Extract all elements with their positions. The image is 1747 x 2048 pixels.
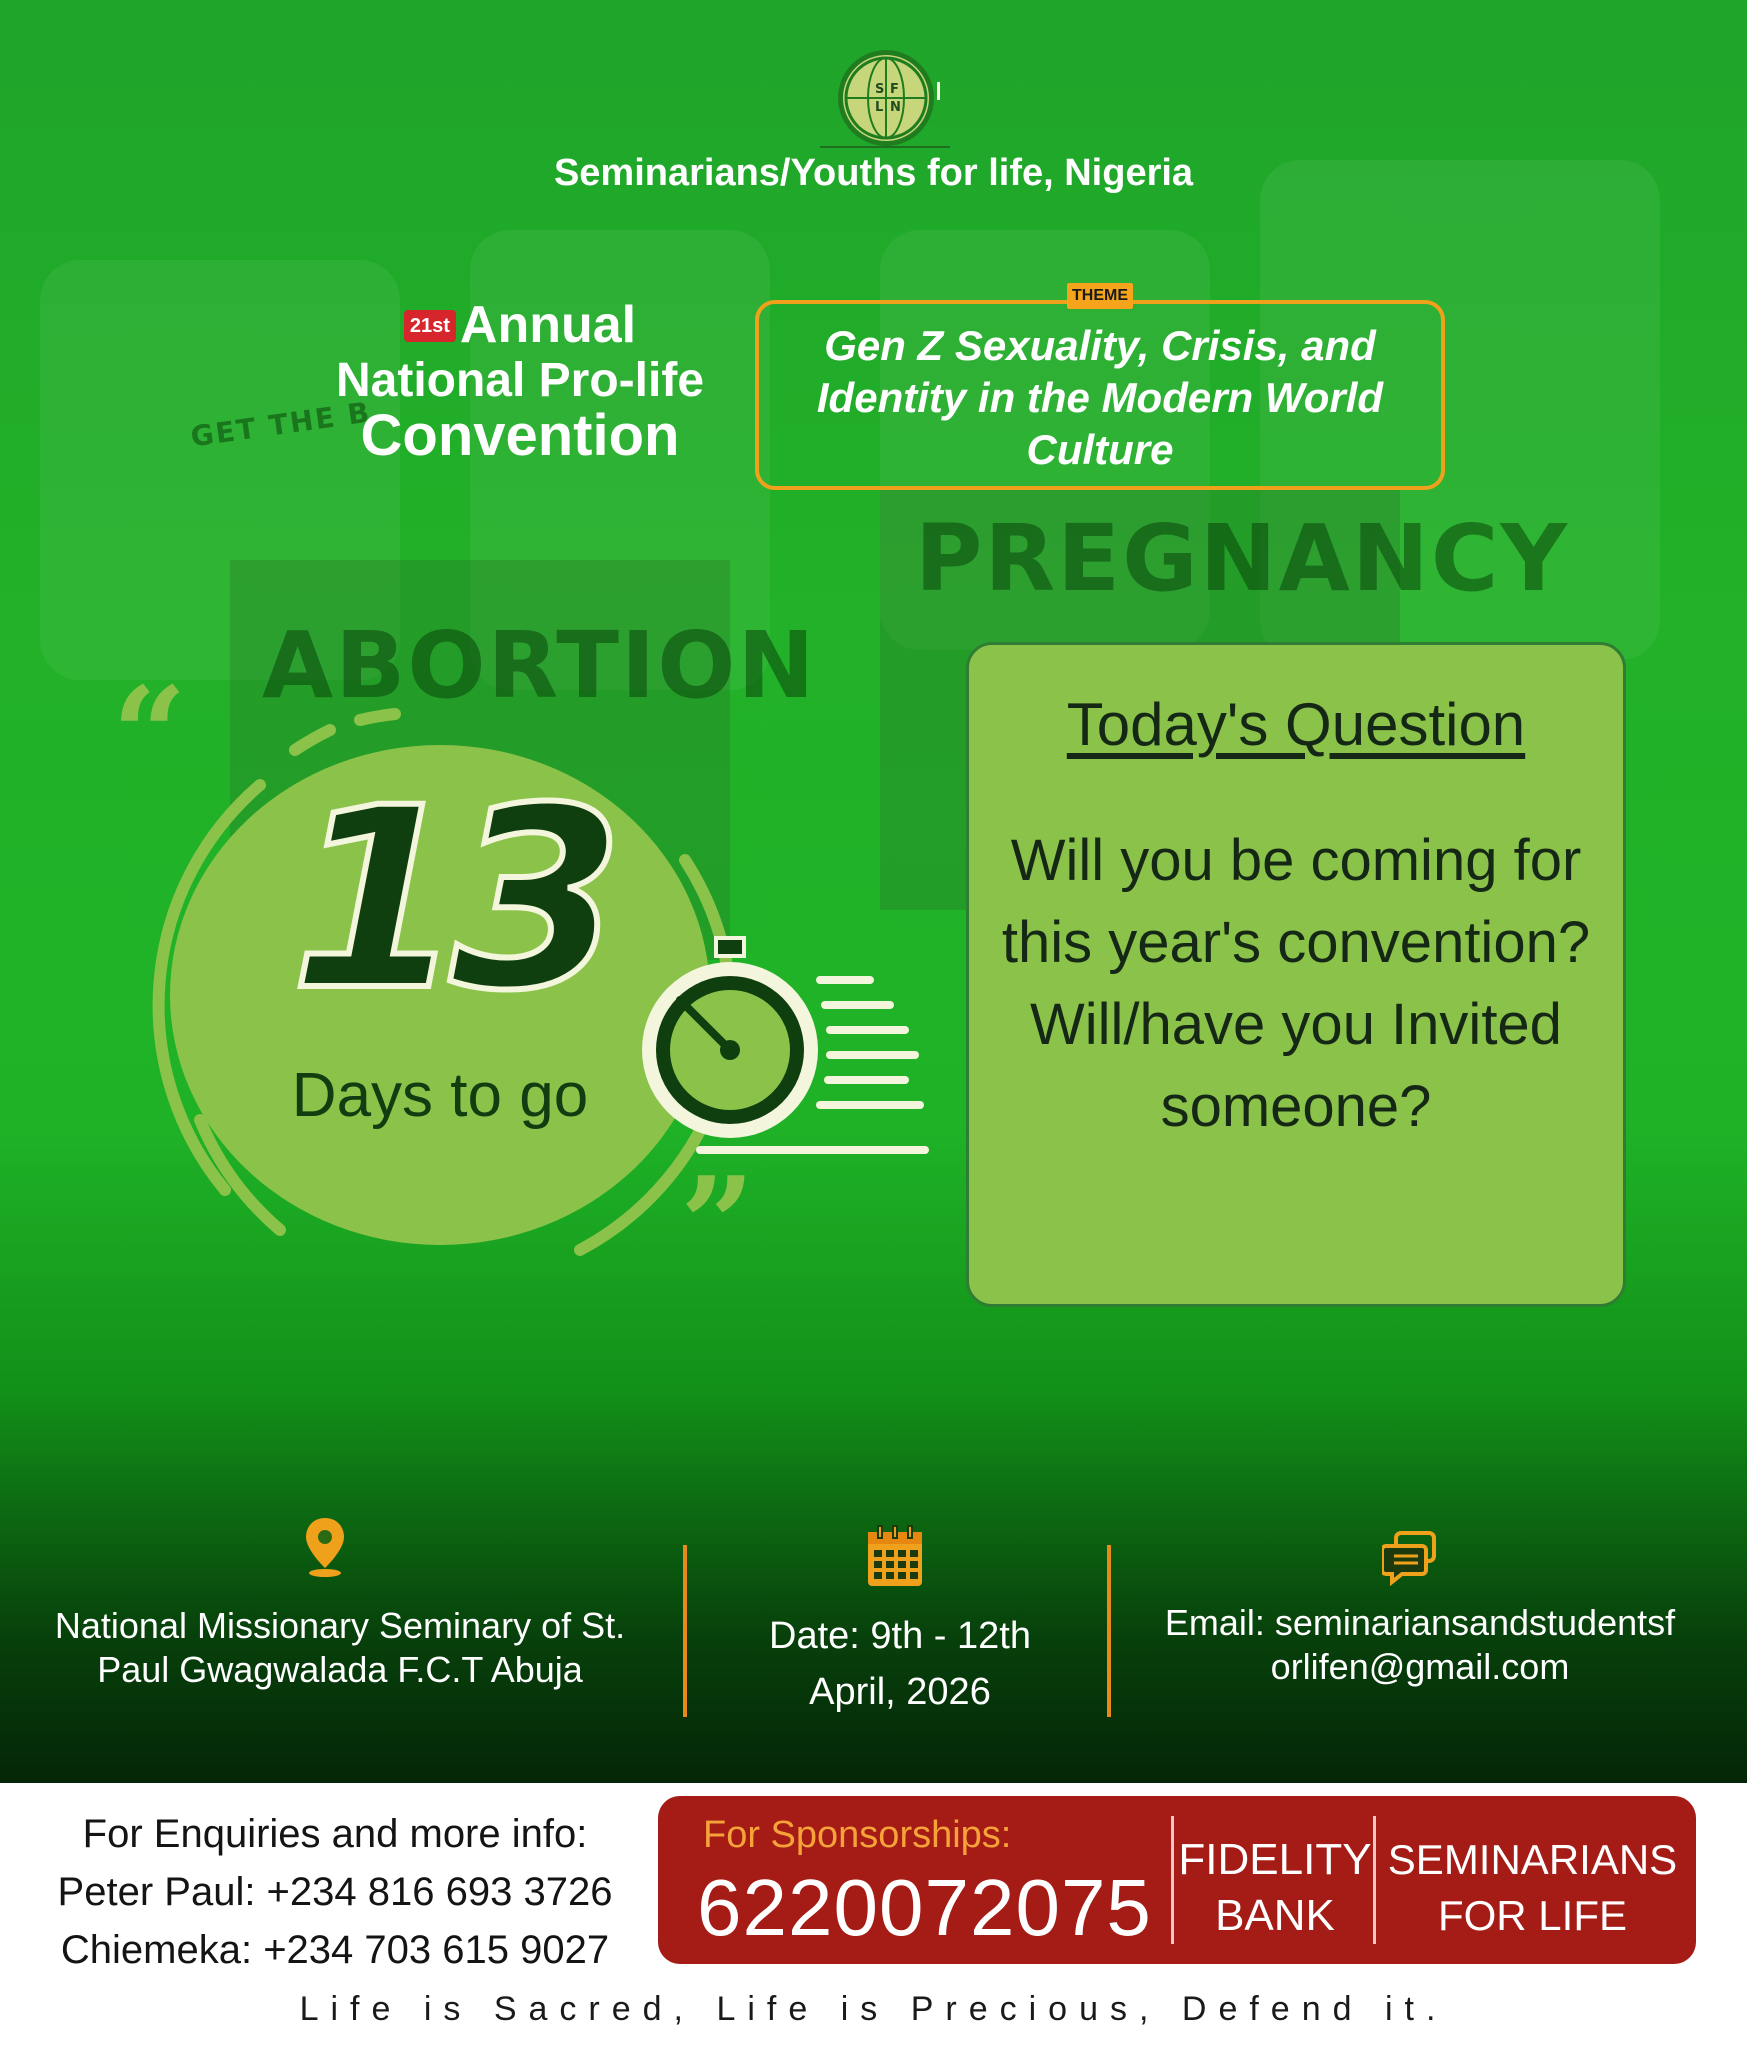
- stopwatch-icon: [640, 930, 930, 1170]
- theme-label: THEME: [1067, 283, 1133, 309]
- organization-logo: [838, 50, 934, 146]
- chat-icon: [1382, 1530, 1438, 1586]
- logo-underline: [820, 146, 950, 148]
- bank-name: FIDELITY BANK: [1178, 1835, 1372, 1940]
- convention-title-line1: Annual: [459, 296, 637, 354]
- email-text: Email: seminariansandstudentsforlifen@gmail.com: [1164, 1602, 1676, 1687]
- logo-letter: F: [890, 82, 899, 97]
- logo-letter: S: [875, 82, 885, 97]
- account-name: SEMINARIANS FOR LIFE: [1387, 1836, 1678, 1939]
- calendar-icon: [866, 1524, 924, 1588]
- enquiries-block: [30, 1805, 640, 1979]
- tagline: Life is Sacred, Life is Precious, Defend it.: [299, 1990, 1448, 2028]
- sponsorship-divider: [1373, 1816, 1376, 1944]
- event-date-text: Date: 9th - 12th April, 2026: [769, 1615, 1031, 1713]
- convention-title: [290, 296, 750, 468]
- info-divider: [683, 1545, 687, 1717]
- logo-letter: L: [875, 100, 884, 115]
- logo-letter: N: [890, 100, 901, 115]
- location-text: National Missionary Seminary of St. Paul Gwagwalada F.C.T Abuja: [54, 1605, 626, 1690]
- contact-chiemeka: Chiemeka: +234 703 615 9027: [60, 1928, 610, 1972]
- location-pin-icon: [303, 1516, 347, 1578]
- convention-title-line2: National Pro-life: [335, 354, 705, 407]
- background-sign-text: PREGNANCY: [915, 505, 1569, 612]
- organization-title: Seminarians/Youths for life, Nigeria: [553, 152, 1194, 194]
- sponsorship-label: For Sponsorships:: [703, 1814, 1012, 1856]
- globe-icon: [843, 55, 929, 141]
- open-quote-icon: “: [112, 658, 187, 811]
- info-divider: [1107, 1545, 1111, 1717]
- sponsorship-divider: [1171, 1816, 1174, 1944]
- logo-accent: [937, 82, 940, 100]
- background-sign-text: ABORTION: [262, 612, 817, 719]
- theme-text: Gen Z Sexuality, Crisis, and Identity in the Modern World Culture: [816, 322, 1384, 473]
- close-quote-icon: ”: [680, 1148, 755, 1301]
- question-text: Will you be coming for this year's convention? Will/have you Invited someone?: [1001, 828, 1591, 1139]
- enquiries-heading: For Enquiries and more info:: [82, 1812, 588, 1856]
- background-shirt-text: GET THE B: [188, 395, 374, 454]
- question-title: Today's Question: [1066, 691, 1526, 758]
- account-number: 6220072075: [697, 1863, 1152, 1952]
- convention-title-line3: Convention: [360, 403, 680, 468]
- days-remaining-number: 13: [290, 754, 610, 1045]
- days-remaining-label: Days to go: [291, 1061, 589, 1130]
- contact-peter-paul: Peter Paul: +234 816 693 3726: [57, 1870, 613, 1914]
- edition-badge: 21st: [404, 310, 456, 342]
